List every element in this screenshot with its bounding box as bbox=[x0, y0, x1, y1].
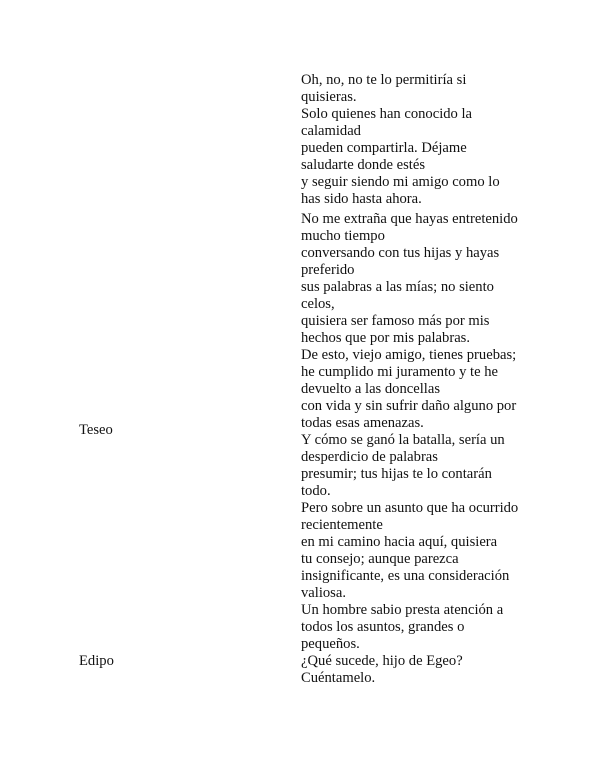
speech-line: tu consejo; aunque parezca bbox=[301, 551, 459, 567]
speech-line: todo. bbox=[301, 483, 331, 499]
speech-line: has sido hasta ahora. bbox=[301, 191, 422, 207]
speech-line: recientemente bbox=[301, 517, 383, 533]
speech-text bbox=[301, 653, 531, 687]
speech-text bbox=[301, 72, 531, 208]
speech-line: Y cómo se ganó la batalla, sería un bbox=[301, 432, 505, 448]
speech-line: Solo quienes han conocido la bbox=[301, 106, 473, 122]
speech-line: De esto, viejo amigo, tienes pruebas; bbox=[301, 347, 517, 363]
speech-line: No me extraña que hayas entretenido bbox=[301, 211, 518, 227]
speech-line: mucho tiempo bbox=[301, 228, 385, 244]
speech-line: pueden compartirla. Déjame bbox=[301, 140, 467, 156]
speech-line: Oh, no, no te lo permitiría si bbox=[301, 72, 467, 88]
speaker-name: Teseo bbox=[79, 422, 113, 438]
speech-line: todos los asuntos, grandes o bbox=[301, 619, 465, 635]
speech-line: con vida y sin sufrir daño alguno por bbox=[301, 398, 517, 414]
speech-line: preferido bbox=[301, 262, 355, 278]
speech-line: desperdicio de palabras bbox=[301, 449, 438, 465]
speech-line: he cumplido mi juramento y te he bbox=[301, 364, 498, 380]
speech-line: Pero sobre un asunto que ha ocurrido bbox=[301, 500, 519, 516]
speech-line: calamidad bbox=[301, 123, 361, 139]
speech-line: devuelto a las doncellas bbox=[301, 381, 440, 397]
speech-line: en mi camino hacia aquí, quisiera bbox=[301, 534, 498, 550]
speech-line: valiosa. bbox=[301, 585, 346, 601]
speech-line: saludarte donde estés bbox=[301, 157, 426, 173]
speech-line: quisieras. bbox=[301, 89, 357, 105]
speech-line: conversando con tus hijas y hayas bbox=[301, 245, 500, 261]
speech-line: presumir; tus hijas te lo contarán bbox=[301, 466, 492, 482]
speech-line: Un hombre sabio presta atención a bbox=[301, 602, 504, 618]
speaker-name: Edipo bbox=[79, 653, 114, 669]
speech-line: celos, bbox=[301, 296, 335, 312]
speech-line: y seguir siendo mi amigo como lo bbox=[301, 174, 500, 190]
speech-line: ¿Qué sucede, hijo de Egeo? bbox=[301, 653, 463, 669]
speech-line: sus palabras a las mías; no siento bbox=[301, 279, 494, 295]
speech-line: todas esas amenazas. bbox=[301, 415, 424, 431]
speech-line: Cuéntamelo. bbox=[301, 670, 376, 686]
speech-text bbox=[301, 211, 531, 653]
speech-line: quisiera ser famoso más por mis bbox=[301, 313, 490, 329]
speech-line: insignificante, es una consideración bbox=[301, 568, 510, 584]
speech-line: pequeños. bbox=[301, 636, 360, 652]
speech-line: hechos que por mis palabras. bbox=[301, 330, 470, 346]
